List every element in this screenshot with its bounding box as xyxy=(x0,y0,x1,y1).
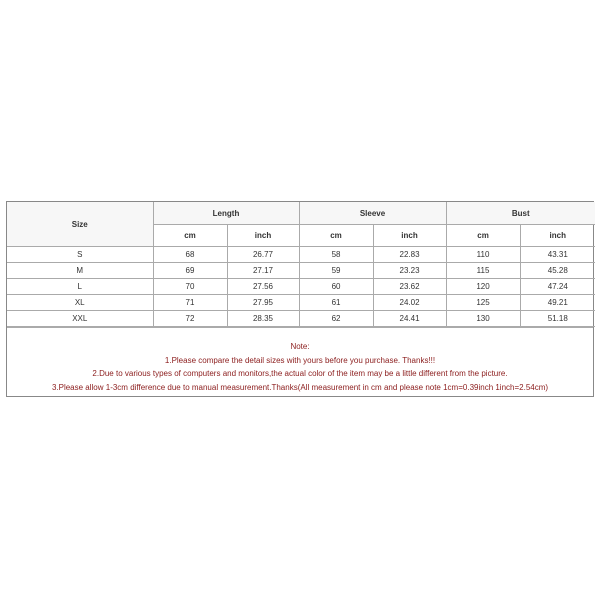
bust-cm-cell: 115 xyxy=(446,263,520,279)
bust-inch-cell: 51.18 xyxy=(520,311,595,327)
unit-header: cm xyxy=(446,225,520,247)
sleeve-cm-cell: 61 xyxy=(299,295,373,311)
unit-header: inch xyxy=(373,225,446,247)
sleeve-cm-cell: 59 xyxy=(299,263,373,279)
size-cell: XL xyxy=(7,295,153,311)
size-cell: M xyxy=(7,263,153,279)
table-row xyxy=(7,311,595,327)
sleeve-inch-cell: 23.62 xyxy=(373,279,446,295)
length-inch-cell: 28.35 xyxy=(227,311,299,327)
table-row xyxy=(7,279,595,295)
bust-header: Bust xyxy=(446,202,595,225)
bust-cm-cell: 120 xyxy=(446,279,520,295)
table-row xyxy=(7,295,595,311)
length-cm-cell: 68 xyxy=(153,247,227,263)
sleeve-cm-cell: 58 xyxy=(299,247,373,263)
note-title: Note: xyxy=(290,342,310,351)
size-header: Size xyxy=(7,202,153,247)
length-inch-cell: 27.95 xyxy=(227,295,299,311)
unit-header: cm xyxy=(153,225,227,247)
bust-cm-cell: 110 xyxy=(446,247,520,263)
bust-inch-cell: 49.21 xyxy=(520,295,595,311)
sleeve-inch-cell: 24.41 xyxy=(373,311,446,327)
bust-cm-cell: 125 xyxy=(446,295,520,311)
length-cm-cell: 70 xyxy=(153,279,227,295)
note-line-1: 1.Please compare the detail sizes with yours before you purchase. Thanks!!! xyxy=(164,355,436,365)
size-cell: L xyxy=(7,279,153,295)
unit-header: inch xyxy=(227,225,299,247)
sleeve-cm-cell: 62 xyxy=(299,311,373,327)
unit-header: cm xyxy=(299,225,373,247)
table-row xyxy=(7,247,595,263)
sleeve-cm-cell: 60 xyxy=(299,279,373,295)
length-inch-cell: 27.17 xyxy=(227,263,299,279)
length-header: Length xyxy=(153,202,299,225)
sleeve-inch-cell: 24.02 xyxy=(373,295,446,311)
note-line-2: 2.Due to various types of computers and monitors,the actual color of the item may be a little different from the picture. xyxy=(92,369,508,378)
unit-header: inch xyxy=(520,225,595,247)
length-inch-cell: 26.77 xyxy=(227,247,299,263)
bust-inch-cell: 47.24 xyxy=(520,279,595,295)
sleeve-inch-cell: 22.83 xyxy=(373,247,446,263)
group-header-row xyxy=(7,202,595,225)
bust-cm-cell: 130 xyxy=(446,311,520,327)
notes-section xyxy=(7,327,593,396)
bust-inch-cell: 43.31 xyxy=(520,247,595,263)
sleeve-header: Sleeve xyxy=(299,202,446,225)
length-cm-cell: 72 xyxy=(153,311,227,327)
length-cm-cell: 69 xyxy=(153,263,227,279)
sleeve-inch-cell: 23.23 xyxy=(373,263,446,279)
size-table xyxy=(7,202,595,327)
length-inch-cell: 27.56 xyxy=(227,279,299,295)
bust-inch-cell: 45.28 xyxy=(520,263,595,279)
size-chart xyxy=(6,201,594,397)
size-cell: S xyxy=(7,247,153,263)
length-cm-cell: 71 xyxy=(153,295,227,311)
table-row xyxy=(7,263,595,279)
note-line-3: 3.Please allow 1-3cm difference due to manual measurement.Thanks(All measurement in cm and please note 1cm=0.39inch 1inch=2.54cm) xyxy=(51,382,549,392)
size-cell: XXL xyxy=(7,311,153,327)
